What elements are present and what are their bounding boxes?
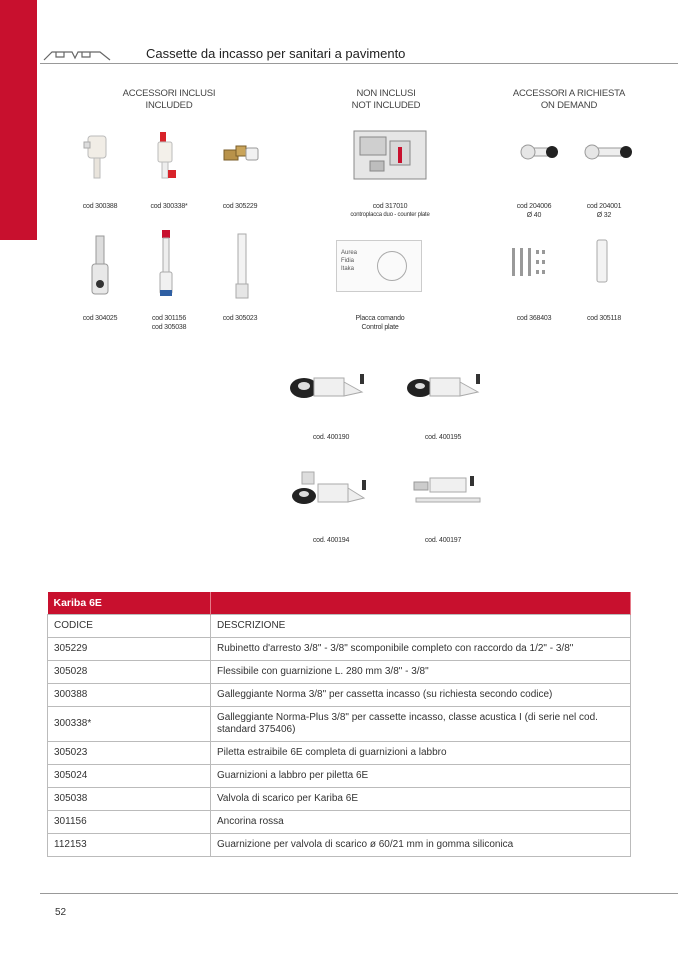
plate-name-itaka: Itaka — [341, 266, 355, 272]
page-number: 52 — [55, 907, 67, 918]
caption-304025: cod 304025 — [82, 315, 118, 322]
caption-204006 — [504, 202, 564, 220]
caption-400190: cod. 400190 — [312, 434, 350, 441]
spec-table-header-row — [48, 615, 631, 638]
section-included-heading — [99, 88, 239, 112]
control-plate-image — [336, 240, 422, 292]
row-description: Galleggiante Norma 3/8" per cassetta incasso (su richiesta secondo codice) — [211, 684, 631, 707]
plate-name-aurea: Aurea — [341, 250, 358, 256]
stop-valve-305229-image — [220, 142, 262, 170]
caption-305023: cod 305023 — [222, 315, 258, 322]
row-description: Guarnizione per valvola di scarico ø 60/21 mm in gomma siliconica — [211, 834, 631, 857]
drain-305023-image — [232, 232, 252, 302]
section-included-title: ACCESSORI INCLUSI — [122, 88, 216, 99]
section-not-included-heading — [316, 88, 456, 112]
section-not-included-title: NON INCLUSI — [356, 88, 416, 99]
caption-368403: cod 368403 — [516, 315, 552, 322]
header-divider — [40, 63, 678, 64]
spec-table — [47, 592, 631, 857]
spec-table-title-row — [48, 592, 631, 615]
caption-305118: cod 305118 — [586, 315, 622, 322]
section-included-subtitle: INCLUDED — [145, 100, 193, 111]
page-title: Cassette da incasso per sanitari a pavimento — [146, 46, 406, 61]
row-code: 305023 — [48, 742, 211, 765]
caption-305229: cod 305229 — [222, 203, 258, 210]
caption-control-plate-it: Placca comando — [355, 315, 405, 322]
row-description: Guarnizioni a labbro per piletta 6E — [211, 765, 631, 788]
table-row — [48, 742, 631, 765]
column-header-code: CODICE — [48, 615, 211, 638]
caption-317010 — [330, 202, 450, 220]
connector-204001-image — [582, 140, 634, 164]
caption-300338: cod 300338* — [150, 203, 188, 210]
plate-name-fidia: Fidia — [341, 258, 355, 264]
caption-204001-diameter: Ø 32 — [596, 212, 612, 219]
caption-317010-code: cod 317010 — [372, 203, 408, 210]
column-header-description: DESCRIZIONE — [211, 615, 631, 638]
mounting-kit-368403-image — [508, 244, 552, 280]
row-code: 305038 — [48, 788, 211, 811]
caption-301156-code: cod 301156 — [151, 315, 187, 322]
caption-control-plate-en: Control plate — [361, 324, 399, 331]
table-row — [48, 834, 631, 857]
plate-button-icon — [377, 251, 407, 281]
brand-side-bar — [0, 0, 37, 240]
table-row — [48, 684, 631, 707]
kit-400194-image — [288, 470, 372, 510]
spec-table-title: Kariba 6E — [48, 592, 211, 615]
drain-valve-301156-image — [156, 228, 176, 300]
row-code: 300338* — [48, 707, 211, 742]
row-code: 305024 — [48, 765, 211, 788]
table-row — [48, 765, 631, 788]
row-description: Valvola di scarico per Kariba 6E — [211, 788, 631, 811]
caption-204001-code: cod 204001 — [586, 203, 622, 210]
table-row — [48, 811, 631, 834]
section-on-demand-title: ACCESSORI A RICHIESTA — [512, 88, 626, 99]
row-description: Rubinetto d'arresto 3/8" - 3/8" scomponibile completo con raccordo da 1/2" - 3/8" — [211, 638, 631, 661]
caption-204006-diameter: Ø 40 — [526, 212, 542, 219]
caption-317010-desc: controplacca duo - counter plate — [350, 212, 430, 218]
row-description: Flessibile con guarnizione L. 280 mm 3/8" - 3/8" — [211, 661, 631, 684]
section-on-demand-subtitle: ON DEMAND — [540, 100, 598, 111]
float-valve-300388-image — [80, 132, 114, 182]
row-code: 305028 — [48, 661, 211, 684]
caption-400197: cod. 400197 — [424, 537, 462, 544]
table-row — [48, 788, 631, 811]
row-description: Ancorina rossa — [211, 811, 631, 834]
row-description: Piletta estraibile 6E completa di guarnizioni a labbro — [211, 742, 631, 765]
kit-400197-image — [404, 470, 488, 510]
brand-logo-icon — [42, 46, 112, 64]
row-code: 305229 — [48, 638, 211, 661]
row-description: Galleggiante Norma-Plus 3/8" per cassette incasso, classe acustica I (di serie nel cod. standard 375406) — [211, 707, 631, 742]
counter-plate-317010-image — [350, 125, 430, 187]
float-valve-300338-image — [150, 130, 180, 182]
caption-305038-code: cod 305038 — [151, 324, 187, 331]
drain-304025-image — [88, 234, 112, 298]
caption-204001 — [574, 202, 634, 220]
pipe-305118-image — [594, 238, 610, 284]
section-not-included-subtitle: NOT INCLUDED — [351, 100, 421, 111]
spec-table-title-filler — [211, 592, 631, 615]
table-row — [48, 707, 631, 742]
row-code: 300388 — [48, 684, 211, 707]
kit-400190-image — [288, 368, 372, 404]
kit-400195-image — [404, 368, 488, 404]
caption-204006-code: cod 204006 — [516, 203, 552, 210]
table-row — [48, 661, 631, 684]
table-row — [48, 638, 631, 661]
caption-400195: cod. 400195 — [424, 434, 462, 441]
row-code: 301156 — [48, 811, 211, 834]
row-code: 112153 — [48, 834, 211, 857]
caption-400194: cod. 400194 — [312, 537, 350, 544]
connector-204006-image — [518, 140, 560, 164]
caption-301156 — [139, 314, 199, 332]
footer-divider — [40, 893, 678, 894]
section-on-demand-heading — [499, 88, 639, 112]
caption-300388: cod 300388 — [82, 203, 118, 210]
caption-control-plate — [340, 314, 420, 332]
